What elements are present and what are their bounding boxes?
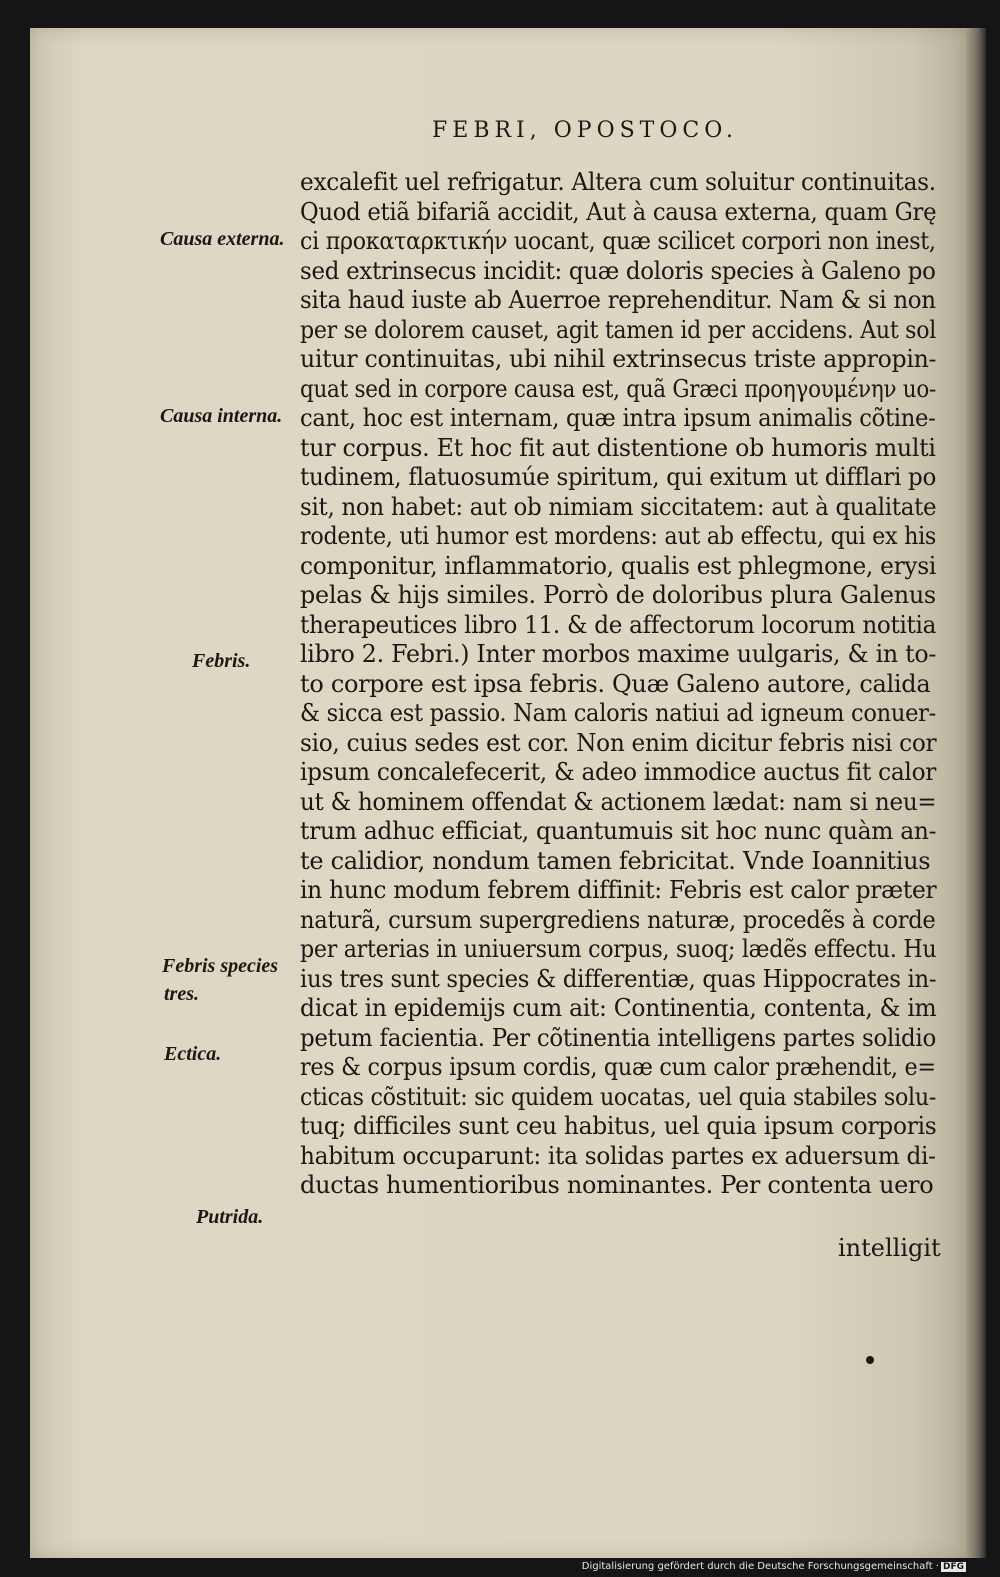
ink-dot: [866, 1356, 874, 1364]
margin-note-febris: Febris.: [192, 650, 251, 672]
text-line: naturã, cursum supergrediens naturæ, procedẽs à corde: [300, 906, 936, 934]
text-line: ius tres sunt species & differentiæ, quas Hippocrates in-: [300, 965, 937, 993]
dfg-logo: DFG: [942, 1562, 964, 1572]
text-line: cant, hoc est internam, quæ intra ipsum animalis cõtine-: [300, 404, 936, 432]
margin-note-causa-interna: Causa interna.: [160, 405, 283, 427]
text-line: per arterias in uniuersum corpus, suoq; lædẽs effectu. Hu: [300, 935, 937, 963]
text-line: rodente, uti humor est mordens: aut ab effectu, qui ex his: [300, 522, 937, 550]
text-line: quat sed in corpore causa est, quã Græci προηγουμένην uo-: [300, 375, 936, 403]
text-line: petum facientia. Per cõtinentia intelligens partes solidio: [300, 1024, 936, 1052]
margin-note-febris-species-tres: tres.: [164, 983, 199, 1005]
text-line: sit, non habet: aut ob nimiam siccitatem: aut à qualitate: [300, 493, 937, 521]
text-line: sed extrinsecus incidit: quæ doloris species à Galeno po: [300, 257, 936, 285]
text-line: te calidior, nondum tamen febricitat. Vnde Ioannitius: [300, 847, 931, 875]
text-line: Quod etiã bifariã accidit, Aut à causa externa, quam Grę: [300, 198, 937, 226]
text-line: per se dolorem causet, agit tamen id per accidens. Aut sol: [300, 316, 936, 344]
text-line: sita haud iuste ab Auerroe reprehenditur. Nam & si non: [300, 286, 936, 314]
text-line: tuq; difficiles sunt ceu habitus, uel quia ipsum corporis: [300, 1112, 937, 1140]
text-line: componitur, inflammatorio, qualis est phlegmone, erysi: [300, 552, 936, 580]
text-line: res & corpus ipsum cordis, quæ cum calor præhendit, e=: [300, 1053, 936, 1081]
text-line: excalefit uel refrigatur. Altera cum soluitur continuitas.: [300, 168, 936, 196]
margin-note-ectica: Ectica.: [164, 1043, 222, 1065]
margin-note-causa-externa: Causa externa.: [160, 228, 285, 250]
catchword: intelligit: [838, 1234, 941, 1262]
running-header: FEBRI, OPOSTOCO.: [432, 118, 738, 143]
text-line: dicat in epidemijs cum ait: Continentia, contenta, & im: [300, 994, 937, 1022]
margin-note-putrida: Putrida.: [196, 1206, 264, 1228]
book-spine: [966, 28, 986, 1558]
text-line: ductas humentioribus nominantes. Per contenta uero: [300, 1171, 934, 1199]
text-line: trum adhuc efficiat, quantumuis sit hoc nunc quàm an-: [300, 817, 937, 845]
text-line: tur corpus. Et hoc fit aut distentione ob humoris multi: [300, 434, 936, 462]
digitization-footer: [582, 1561, 966, 1572]
text-line: ut & hominem offendat & actionem lædat: nam si neu=: [300, 788, 937, 816]
text-line: ci προκαταρκτικήν uocant, quæ scilicet corpori non inest,: [300, 227, 936, 255]
text-line: & sicca est passio. Nam caloris natiui ad igneum conuer-: [300, 699, 937, 727]
text-line: tudinem, flatuosumúe spiritum, qui exitum ut difflari po: [300, 463, 937, 491]
text-line: pelas & hijs similes. Porrò de doloribus plura Galenus: [300, 581, 936, 609]
text-line: libro 2. Febri.) Inter morbos maxime uulgaris, & in to-: [300, 640, 937, 668]
footer-text: Digitalisierung gefördert durch die Deutsche Forschungsgemeinschaft ·: [581, 1561, 939, 1572]
text-line: therapeutices libro 11. & de affectorum locorum notitia: [300, 611, 937, 639]
margin-note-febris-species: Febris species: [162, 955, 279, 977]
text-line: in hunc modum febrem diffinit: Febris est calor præter: [300, 876, 937, 904]
text-line: uitur continuitas, ubi nihil extrinsecus triste appropin-: [300, 345, 937, 373]
text-line: sio, cuius sedes est cor. Non enim dicitur febris nisi cor: [300, 729, 937, 757]
text-line: cticas cõstituit: sic quidem uocatas, uel quia stabiles solu-: [300, 1083, 937, 1111]
text-line: to corpore est ipsa febris. Quæ Galeno autore, calida: [300, 670, 931, 698]
text-line: habitum occuparunt: ita solidas partes ex aduersum di-: [300, 1142, 936, 1170]
text-line: ipsum concalefecerit, & adeo immodice auctus fit calor: [300, 758, 937, 786]
